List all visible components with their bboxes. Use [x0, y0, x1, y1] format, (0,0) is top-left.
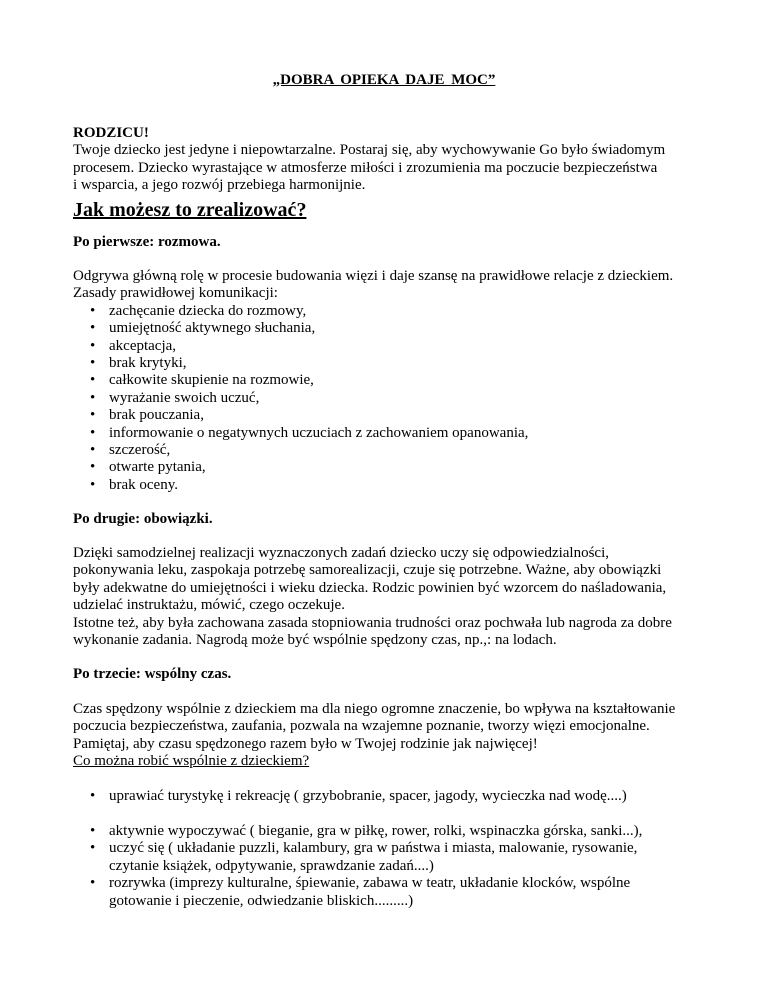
list-item: • uczyć się ( układanie puzzli, kalambury, gra w państwa i miasta, malowanie, rysowanie, czytanie książek, odpytywanie, sprawdzanie zadań....) — [90, 840, 638, 874]
list-item: • całkowite skupienie na rozmowie, — [90, 372, 314, 389]
section2-heading: Po drugie: obowiązki. — [73, 511, 213, 527]
list-item: • brak oceny. — [90, 476, 178, 493]
bullet-icon: • — [90, 320, 96, 337]
bullet-icon: • — [90, 459, 96, 476]
bullet-icon: • — [90, 302, 96, 319]
document-title: „DOBRA OPIEKA DAJE MOC” — [272, 72, 496, 88]
section1-line: Odgrywa główną rolę w procesie budowania więzi i daje szansę na prawidłowe relacje z dzieckiem. — [73, 268, 674, 284]
intro-heading: RODZICU! — [73, 125, 149, 141]
bullet-icon: • — [90, 788, 96, 804]
list-item: • uprawiać turystykę i rekreację ( grzybobranie, spacer, jagody, wycieczka nad wodę....) — [90, 788, 627, 804]
list-item: • wyrażanie swoich uczuć, — [90, 389, 260, 406]
bullet-icon: • — [90, 875, 96, 892]
bullet-icon: • — [90, 442, 96, 459]
intro-line: Twoje dziecko jest jedyne i niepowtarzalne. Postaraj się, aby wychowywanie Go było świadomym — [73, 142, 666, 159]
section2-line: Istotne też, aby była zachowana zasada stopniowania trudności oraz pochwała lub nagroda za dobre — [73, 614, 672, 631]
intro-line: procesem. Dziecko wyrastające w atmosferze miłości i zrozumienia ma poczucie bezpieczeństwa — [73, 159, 658, 176]
section2-body — [73, 545, 713, 649]
list-item: • rozrywka (imprezy kulturalne, śpiewanie, zabawa w teatr, układanie klocków, wspólne gotowanie i pieczenie, odwiedzanie bliskich.........) — [90, 875, 631, 909]
communication-rules-list — [73, 303, 713, 494]
bullet-icon: • — [90, 355, 96, 372]
bullet-icon: • — [90, 424, 96, 441]
main-heading: Jak możesz to zrealizować? — [73, 199, 307, 221]
bullet-icon: • — [90, 840, 96, 857]
section2-line: wykonanie zadania. Nagrodą może być wspólnie spędzony czas, np.,: na lodach. — [73, 632, 557, 649]
list-item: • brak pouczania, — [90, 407, 204, 424]
section3-body — [73, 701, 713, 753]
list-item: • umiejętność aktywnego słuchania, — [90, 320, 316, 337]
bullet-icon: • — [90, 823, 96, 839]
list-item: • akceptacja, — [90, 337, 177, 354]
section3-line: poczucia bezpieczeństwa, zaufania, pozwala na wzajemne poznanie, tworzy więzi emocjonalne. — [73, 718, 650, 735]
list-item: • otwarte pytania, — [90, 459, 206, 476]
section3-line: Pamiętaj, aby czasu spędzonego razem było w Twojej rodzinie jak najwięcej! — [73, 735, 538, 752]
section2-line: pokonywania leku, zaspokaja potrzebę samorealizacji, czuje się potrzebne. Ważne, aby obowiązki — [73, 562, 662, 579]
section1-heading: Po pierwsze: rozmowa. — [73, 234, 221, 250]
section3-line: Czas spędzony wspólnie z dzieckiem ma dla niego ogromne znaczenie, bo wpływa na kształtowanie — [73, 701, 676, 717]
section3-heading: Po trzecie: wspólny czas. — [73, 666, 232, 682]
bullet-icon: • — [90, 407, 96, 424]
activities-heading: Co można robić wspólnie z dzieckiem? — [73, 753, 310, 769]
activities-list-b — [73, 823, 713, 910]
list-item: • szczerość, — [90, 442, 171, 459]
list-item: • aktywnie wypoczywać ( bieganie, gra w piłkę, rower, rolki, wspinaczka górska, sanki...), — [90, 823, 643, 839]
section2-line: były adekwatne do umiejętności i wieku dziecka. Rodzic powinien być wzorcem do naśladowania, — [73, 579, 667, 596]
list-item: • zachęcanie dziecka do rozmowy, — [90, 302, 307, 319]
intro-section — [73, 125, 713, 195]
section1-line: Zasady prawidłowej komunikacji: — [73, 285, 278, 302]
bullet-icon: • — [90, 372, 96, 389]
intro-line: i wsparcia, a jego rozwój przebiega harmonijnie. — [73, 177, 366, 194]
list-item: • informowanie o negatywnych uczuciach z zachowaniem opanowania, — [90, 424, 529, 441]
section2-line: udzielać instruktażu, mówić, czego oczekuje. — [73, 597, 345, 614]
bullet-icon: • — [90, 389, 96, 406]
bullet-icon: • — [90, 337, 96, 354]
activities-list-a — [73, 788, 713, 805]
section2-line: Dzięki samodzielnej realizacji wyznaczonych zadań dziecko uczy się odpowiedzialności, — [73, 545, 610, 561]
bullet-icon: • — [90, 476, 96, 493]
list-item: • brak krytyki, — [90, 355, 187, 372]
section1-body — [73, 268, 713, 494]
